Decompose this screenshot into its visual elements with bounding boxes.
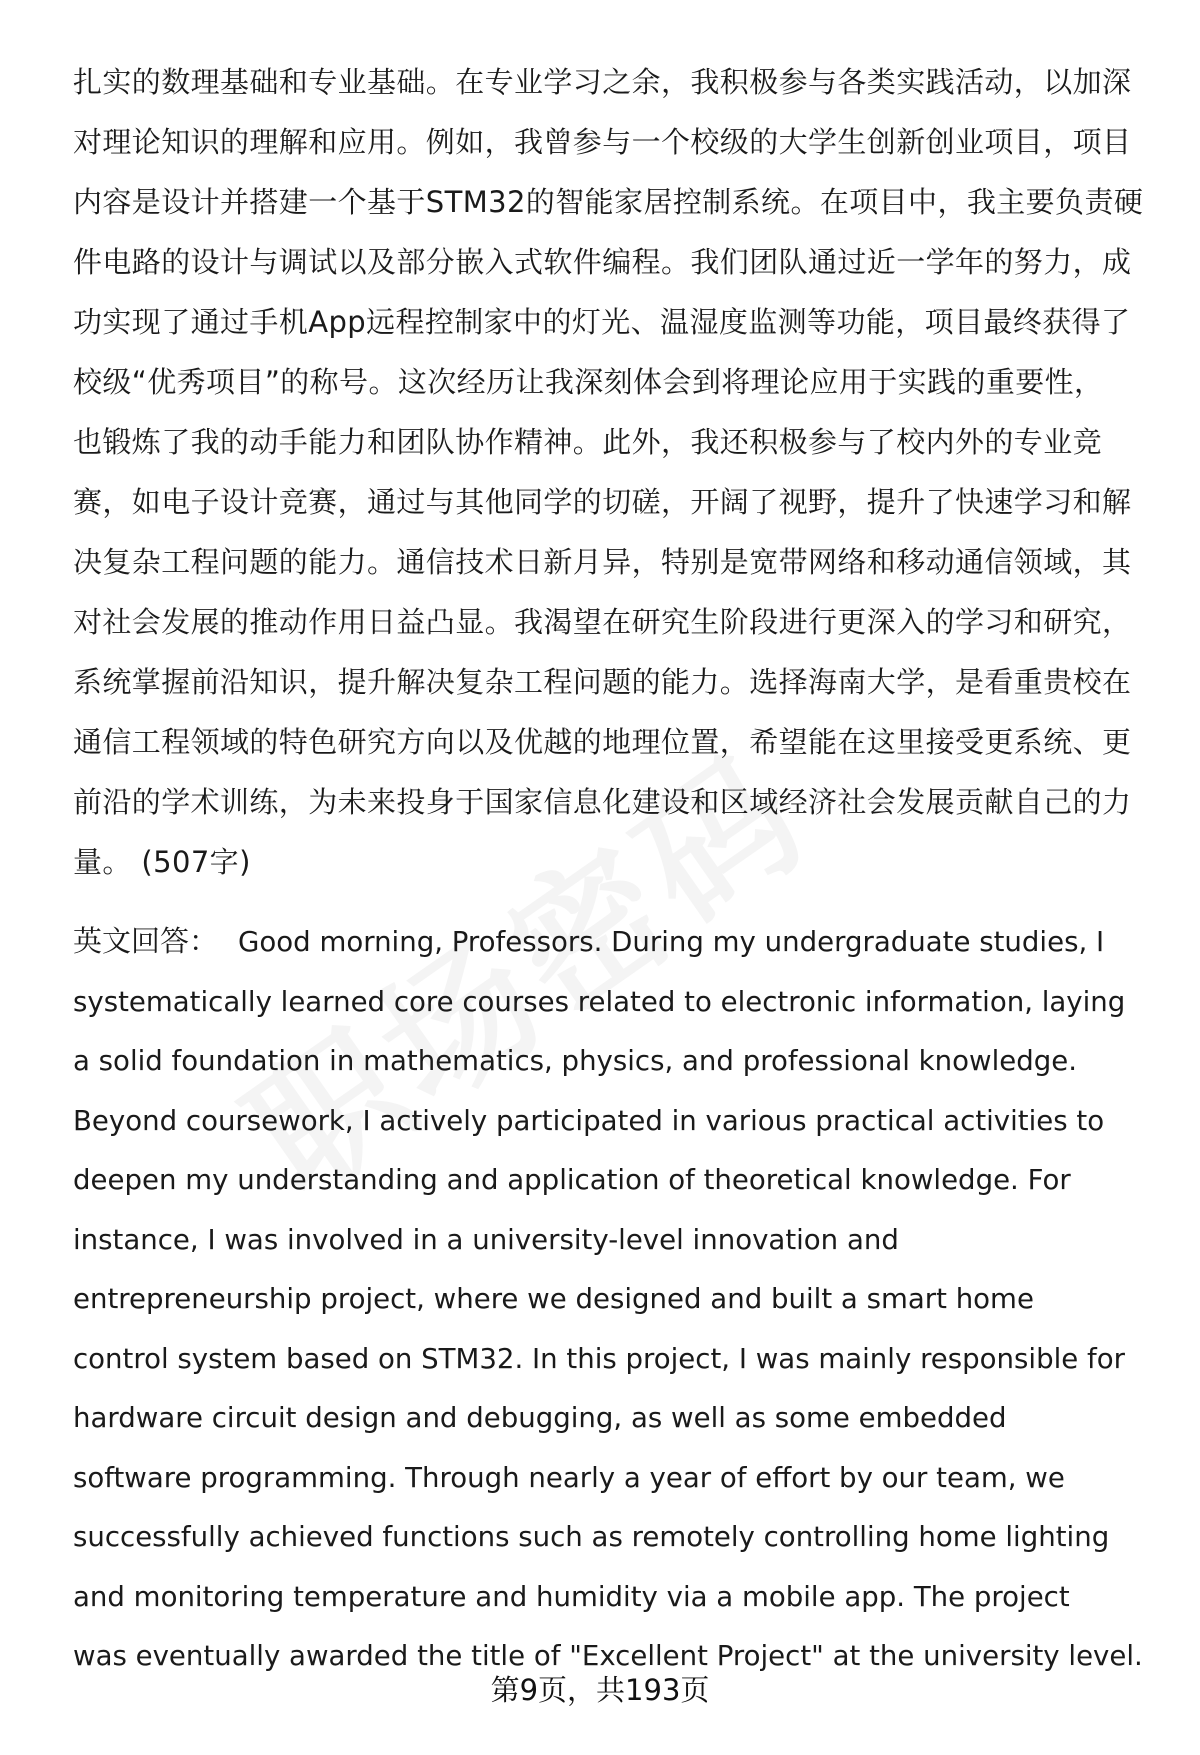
text-line: 对理论知识的理解和应用。例如，我曾参与一个校级的大学生创新创业项目，项目 [73, 125, 1132, 159]
text-line: was eventually awarded the title of "Excellent Project" at the university level. [73, 1639, 1143, 1672]
text-line: 前沿的学术训练，为未来投身于国家信息化建设和区域经济社会发展贡献自己的力 [73, 785, 1132, 819]
text-line [73, 912, 1173, 972]
text-line-content: Good morning, Professors. During my undergraduate studies, I [238, 925, 1105, 958]
text-line: control system based on STM32. In this project, I was mainly responsible for [73, 1341, 1125, 1375]
text-line: a solid foundation in mathematics, physics, and professional knowledge. [73, 1044, 1078, 1077]
text-line: successfully achieved functions such as remotely controlling home lighting [73, 1520, 1110, 1553]
text-line: 扎实的数理基础和专业基础。在专业学习之余，我积极参与各类实践活动，以加深 [73, 65, 1132, 99]
text-line: entrepreneurship project, where we designed and built a smart home [73, 1282, 1034, 1315]
text-line: Beyond coursework, I actively participated in various practical activities to [73, 1103, 1105, 1137]
text-line: 赛，如电子设计竞赛，通过与其他同学的切磋，开阔了视野，提升了快速学习和解 [73, 485, 1132, 519]
english-answer-label: 英文回答： [73, 924, 219, 958]
text-line: 对社会发展的推动作用日益凸显。我渴望在研究生阶段进行更深入的学习和研究， [73, 605, 1132, 639]
text-line: 量。 (507字) [73, 845, 251, 879]
english-answer-paragraph [73, 912, 1173, 1686]
text-line: instance, I was involved in a university-level innovation and [73, 1222, 899, 1256]
page-number-footer: 第9页，共193页 [490, 1673, 710, 1707]
text-line: 也锻炼了我的动手能力和团队协作精神。此外，我还积极参与了校内外的专业竞 [73, 425, 1103, 459]
text-line: 件电路的设计与调试以及部分嵌入式软件编程。我们团队通过近一学年的努力，成 [73, 245, 1132, 279]
text-line: software programming. Through nearly a year of effort by our team, we [73, 1460, 1065, 1494]
text-line: 校级“优秀项目”的称号。这次经历让我深刻体会到将理论应用于实践的重要性， [73, 365, 1104, 399]
text-line: deepen my understanding and application of theoretical knowledge. For [73, 1163, 1071, 1196]
text-line: hardware circuit design and debugging, as well as some embedded [73, 1401, 1007, 1434]
text-line: systematically learned core courses related to electronic information, laying [73, 984, 1126, 1018]
text-line: 决复杂工程问题的能力。通信技术日新月异，特别是宽带网络和移动通信领域，其 [73, 545, 1132, 579]
text-line: 通信工程领域的特色研究方向以及优越的地理位置，希望能在这里接受更系统、更 [73, 725, 1132, 759]
chinese-answer-paragraph [73, 52, 1163, 892]
text-line: and monitoring temperature and humidity via a mobile app. The project [73, 1579, 1070, 1613]
text-line: 内容是设计并搭建一个基于STM32的智能家居控制系统。在项目中，我主要负责硬 [73, 185, 1144, 219]
text-line: 功实现了通过手机App远程控制家中的灯光、温湿度监测等功能，项目最终获得了 [73, 305, 1131, 339]
text-line: 系统掌握前沿知识，提升解决复杂工程问题的能力。选择海南大学，是看重贵校在 [73, 665, 1132, 699]
